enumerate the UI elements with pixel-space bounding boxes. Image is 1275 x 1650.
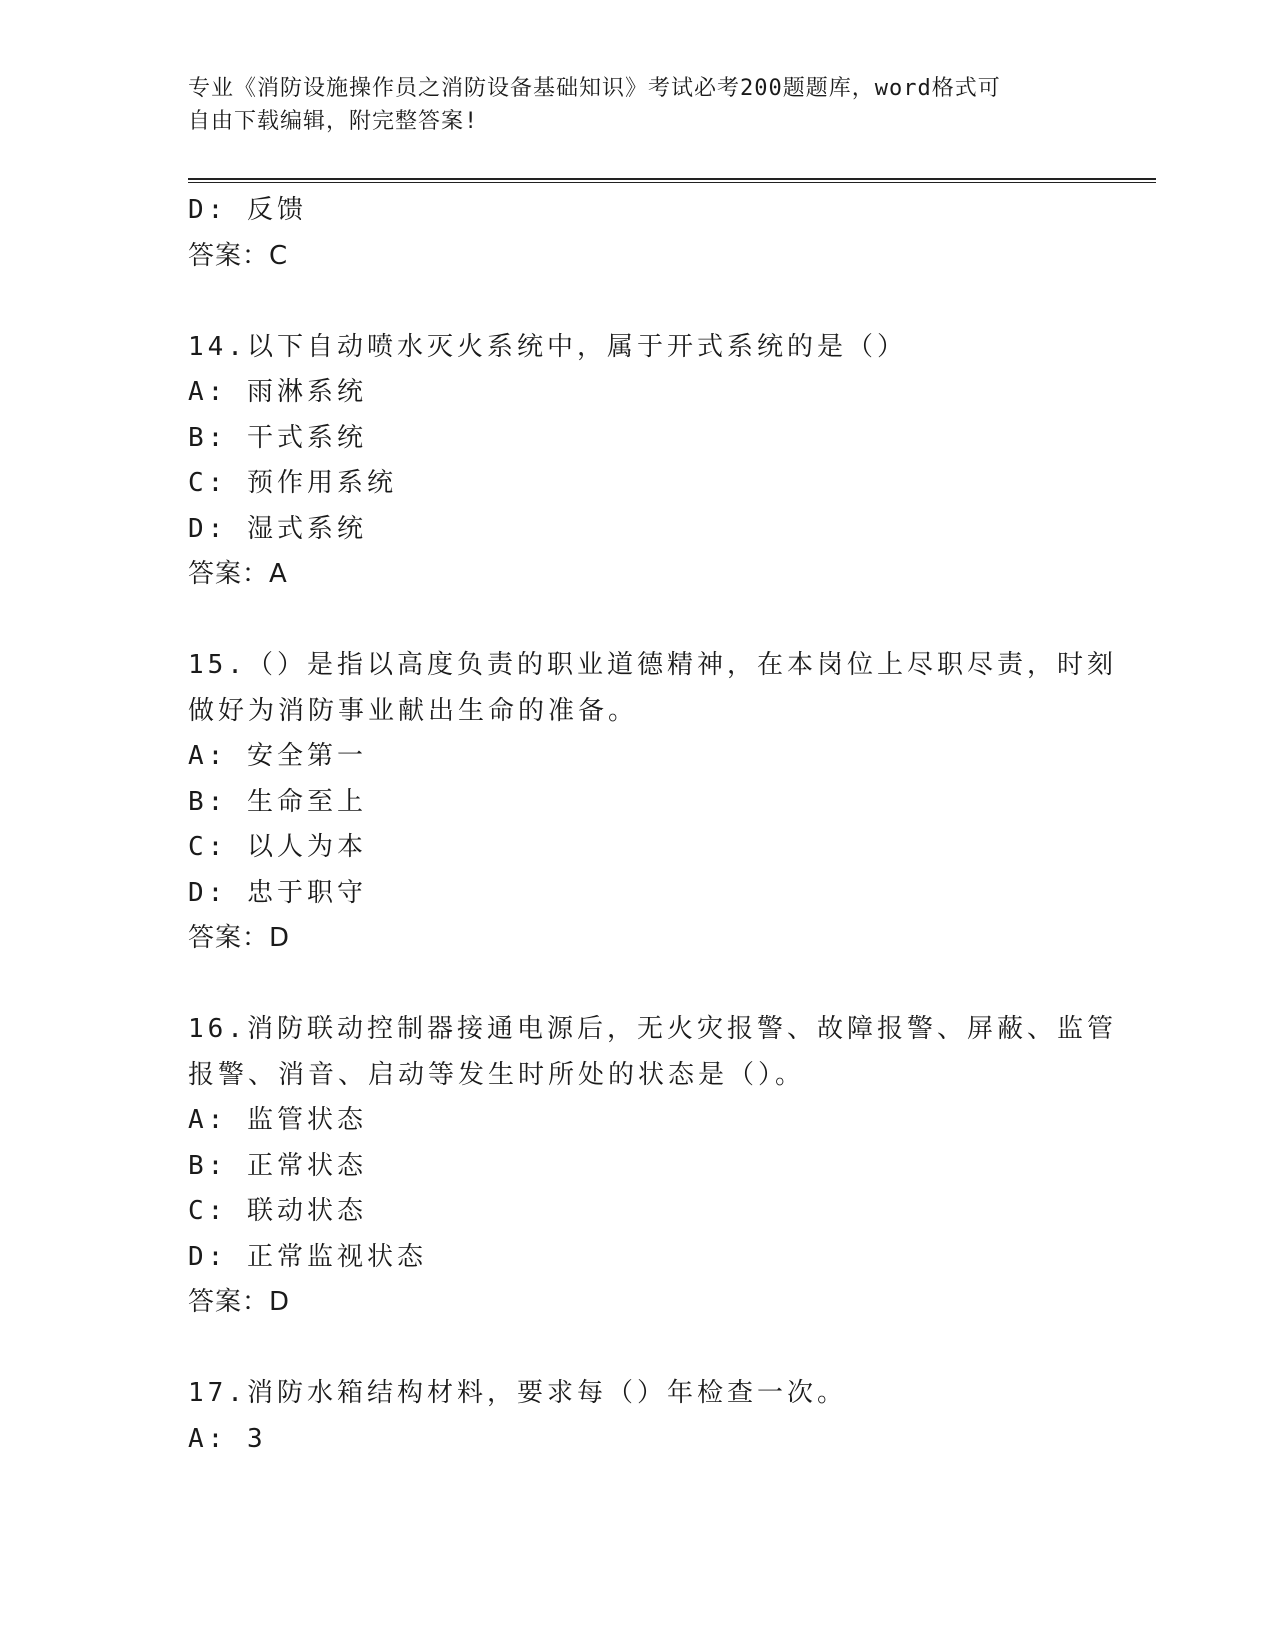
header-divider [188,178,1156,183]
answer-line: 答案：D [188,1287,291,1317]
header-line-1: 专业《消防设施操作员之消防设备基础知识》考试必考200题题库，word格式可 [188,76,1001,101]
option-a: A: 3 [188,1423,267,1454]
option-a: A: 安全第一 [188,741,367,771]
option-a: A: 监管状态 [188,1105,367,1135]
question-17 [188,1371,1088,1462]
question-stem-line-1: 15.（）是指以高度负责的职业道德精神，在本岗位上尽职尽责，时刻 [188,650,1117,680]
question-list [188,188,1117,1462]
question-stem: 17.消防水箱结构材料，要求每（）年检查一次。 [188,1378,847,1408]
question-15 [188,643,1117,962]
option-d: D: 反馈 [188,195,307,225]
option-c: C: 联动状态 [188,1196,367,1226]
option-b: B: 干式系统 [188,422,367,453]
option-d: D: 湿式系统 [188,513,367,544]
option-c: C: 预作用系统 [188,468,397,498]
question-14 [188,325,1088,598]
question-stem-line-1: 16.消防联动控制器接通电源后，无火灾报警、故障报警、屏蔽、监管 [188,1014,1117,1044]
option-d: D: 忠于职守 [188,877,367,908]
carryover-block [188,188,1088,279]
answer-line: 答案：D [188,923,291,953]
question-stem-line-2: 报警、消音、启动等发生时所处的状态是（）。 [188,1059,806,1090]
question-16 [188,1007,1117,1326]
option-b: B: 生命至上 [188,786,367,817]
option-b: B: 正常状态 [188,1150,367,1181]
option-c: C: 以人为本 [188,832,367,862]
page-header [188,72,1088,138]
answer-line: 答案：C [188,240,289,271]
question-stem: 14.以下自动喷水灭火系统中，属于开式系统的是（） [188,331,907,362]
option-d: D: 正常监视状态 [188,1241,427,1272]
option-a: A: 雨淋系统 [188,377,367,407]
answer-line: 答案：A [188,559,288,589]
question-stem-line-2: 做好为消防事业献出生命的准备。 [188,695,639,726]
header-line-2: 自由下载编辑，附完整答案! [188,109,479,134]
